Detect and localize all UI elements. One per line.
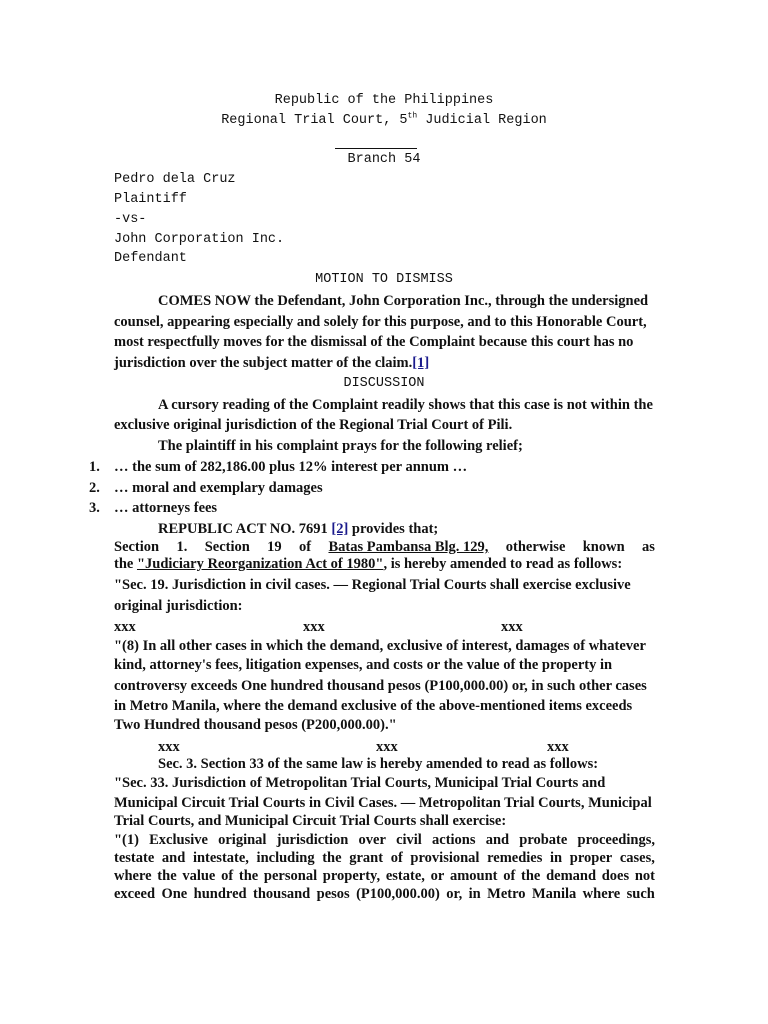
intro-line-3: most respectfully moves for the dismissal of the Complaint because this court has no <box>114 334 634 350</box>
batas-pambansa-link[interactable]: Batas Pambansa Blg. 129, <box>328 539 489 555</box>
para8-line-3: controversy exceeds One hundred thousand pesos (P100,000.00) or, in such other cases <box>114 678 647 694</box>
ellipsis-xxx: xxx <box>114 619 136 635</box>
para1-word: original <box>218 832 267 848</box>
para1-word: jurisdiction <box>276 832 349 848</box>
para8-line-2: kind, attorney's fees, litigation expenses, and costs or the value of the property in <box>114 657 613 673</box>
para1-word: probate <box>519 832 568 848</box>
para1-word: over <box>358 832 386 848</box>
sec1-word: 19 <box>267 539 282 555</box>
sec3-line-4: Trial Courts, and Municipal Circuit Trial Courts shall exercise: <box>114 813 507 829</box>
para1-line-3 <box>114 868 655 885</box>
footnote-link-1[interactable]: [1] <box>412 355 430 371</box>
section-1-line <box>114 539 655 556</box>
para1-word: Exclusive <box>149 832 208 848</box>
para1-word: civil <box>396 832 422 848</box>
header-court-sup: th <box>407 111 418 121</box>
para1-word: proceedings, <box>577 832 655 848</box>
para1-word: of <box>503 868 516 884</box>
sec1-amended: , is hereby amended to read as follows: <box>383 556 623 572</box>
sec1-word: known <box>582 539 625 555</box>
relief-item-1: … the sum of 282,186.00 plus 12% interest per annum … <box>114 459 468 475</box>
para1-word: where <box>582 886 621 902</box>
para1-word: cases, <box>619 850 655 866</box>
sec1-word: otherwise <box>505 539 566 555</box>
defendant-role: Defendant <box>114 251 187 266</box>
para8-line-1: "(8) In all other cases in which the demand, exclusive of interest, damages of whatever <box>114 638 646 654</box>
sec1-word: Section <box>114 539 160 555</box>
ellipsis-xxx: xxx <box>547 739 569 755</box>
intro-line-2: counsel, appearing especially and solely for this purpose, and to this Honorable Court, <box>114 314 647 330</box>
relief-num-3: 3. <box>89 500 100 516</box>
para1-line-2 <box>114 850 655 867</box>
para1-word: and <box>485 832 510 848</box>
para1-word: One <box>161 886 188 902</box>
para1-word: "(1) <box>114 832 139 848</box>
para8-line-4: in Metro Manila, where the demand exclusive of the above-mentioned items exceeds <box>114 698 633 714</box>
discussion-line-3: The plaintiff in his complaint prays for the following relief; <box>158 438 523 454</box>
para1-word: hundred <box>193 886 247 902</box>
footnote-link-2[interactable]: [2] <box>331 521 349 537</box>
para1-line-4 <box>114 886 655 903</box>
discussion-line-2: exclusive original jurisdiction of the Regional Trial Court of Pili. <box>114 417 513 433</box>
para1-word: (P100,000.00) <box>356 886 440 902</box>
versus-label: -vs- <box>114 212 147 227</box>
para1-word: remedies <box>487 850 543 866</box>
sec19-line-1: "Sec. 19. Jurisdiction in civil cases. — Regional Trial Courts shall exercise exclusive <box>114 577 631 593</box>
ellipsis-xxx: xxx <box>376 739 398 755</box>
republic-act-tail: provides that; <box>348 521 439 537</box>
sec1-word: as <box>642 539 655 555</box>
para1-word: thousand <box>253 886 311 902</box>
header-rule <box>335 148 417 149</box>
relief-item-2: … moral and exemplary damages <box>114 480 323 496</box>
republic-act-line <box>158 521 438 538</box>
para1-word: value <box>182 868 216 884</box>
plaintiff-name: Pedro dela Cruz <box>114 172 236 187</box>
ellipsis-xxx: xxx <box>158 739 180 755</box>
para1-word: intestate, <box>192 850 249 866</box>
para1-word: or, <box>446 886 463 902</box>
para1-word: of <box>221 868 234 884</box>
header-court-text: Regional Trial Court, 5 <box>221 113 408 128</box>
ellipsis-xxx: xxx <box>501 619 523 635</box>
para1-word: or <box>430 868 445 884</box>
motion-title: MOTION TO DISMISS <box>315 272 453 287</box>
para1-word: pesos <box>316 886 350 902</box>
sec3-line-1: Sec. 3. Section 33 of the same law is hereby amended to read as follows: <box>158 756 599 772</box>
sec1-word: 1. <box>176 539 188 555</box>
para1-word: where <box>114 868 152 884</box>
relief-item-3: … attorneys fees <box>114 500 218 516</box>
para1-word: including <box>256 850 315 866</box>
intro-line-1: COMES NOW the Defendant, John Corporation Inc., through the undersigned <box>158 293 649 309</box>
para1-word: in <box>550 850 563 866</box>
para1-word: grant <box>349 850 384 866</box>
para1-word: property, <box>322 868 381 884</box>
intro-line-4 <box>114 355 429 372</box>
para1-word: testate <box>114 850 155 866</box>
para1-word: the <box>521 868 541 884</box>
sec3-line-3: Municipal Circuit Trial Courts in Civil Cases. — Metropolitan Trial Courts, Municipal <box>114 795 652 811</box>
para1-word: the <box>238 868 259 884</box>
republic-act-label: REPUBLIC ACT NO. 7691 <box>158 521 332 537</box>
section-1-line-2 <box>114 556 622 573</box>
para1-word: provisional <box>410 850 480 866</box>
defendant-name: John Corporation Inc. <box>114 232 285 247</box>
sec1-word: Section <box>204 539 250 555</box>
para1-word: amount <box>449 868 498 884</box>
relief-num-2: 2. <box>89 480 100 496</box>
discussion-line-1: A cursory reading of the Complaint readily shows that this case is not within the <box>158 397 653 413</box>
sec1-word: of <box>299 539 312 555</box>
sec3-line-2: "Sec. 33. Jurisdiction of Metropolitan Trial Courts, Municipal Trial Courts and <box>114 775 606 791</box>
para1-word: such <box>626 886 655 902</box>
para1-word: and <box>161 850 186 866</box>
para1-word: of <box>390 850 403 866</box>
para1-word: in <box>468 886 481 902</box>
para1-word: estate, <box>385 868 425 884</box>
para1-word: exceed <box>114 886 156 902</box>
header-branch: Branch 54 <box>347 152 421 167</box>
para8-line-5: Two Hundred thousand pesos (P200,000.00)." <box>114 717 397 733</box>
sec1-the: the <box>114 556 137 572</box>
para1-word: Metro <box>487 886 526 902</box>
relief-num-1: 1. <box>89 459 100 475</box>
judiciary-act-link[interactable]: "Judiciary Reorganization Act of 1980" <box>136 556 384 572</box>
para1-word: the <box>157 868 177 884</box>
para1-word: Manila <box>531 886 577 902</box>
plaintiff-role: Plaintiff <box>114 192 187 207</box>
para1-word: the <box>322 850 342 866</box>
para1-word: not <box>634 868 655 884</box>
para1-line-1 <box>114 832 655 849</box>
discussion-heading: DISCUSSION <box>343 376 425 391</box>
ellipsis-xxx: xxx <box>303 619 325 635</box>
header-court <box>0 113 768 128</box>
para1-word: actions <box>432 832 476 848</box>
para1-word: demand <box>546 868 597 884</box>
header-republic: Republic of the Philippines <box>274 93 494 108</box>
para1-word: does <box>601 868 630 884</box>
header-court-region: Judicial Region <box>417 113 547 128</box>
para1-word: proper <box>569 850 613 866</box>
sec19-line-2: original jurisdiction: <box>114 598 243 614</box>
intro-line-4-text: jurisdiction over the subject matter of the claim. <box>114 355 413 371</box>
para1-word: personal <box>263 868 318 884</box>
